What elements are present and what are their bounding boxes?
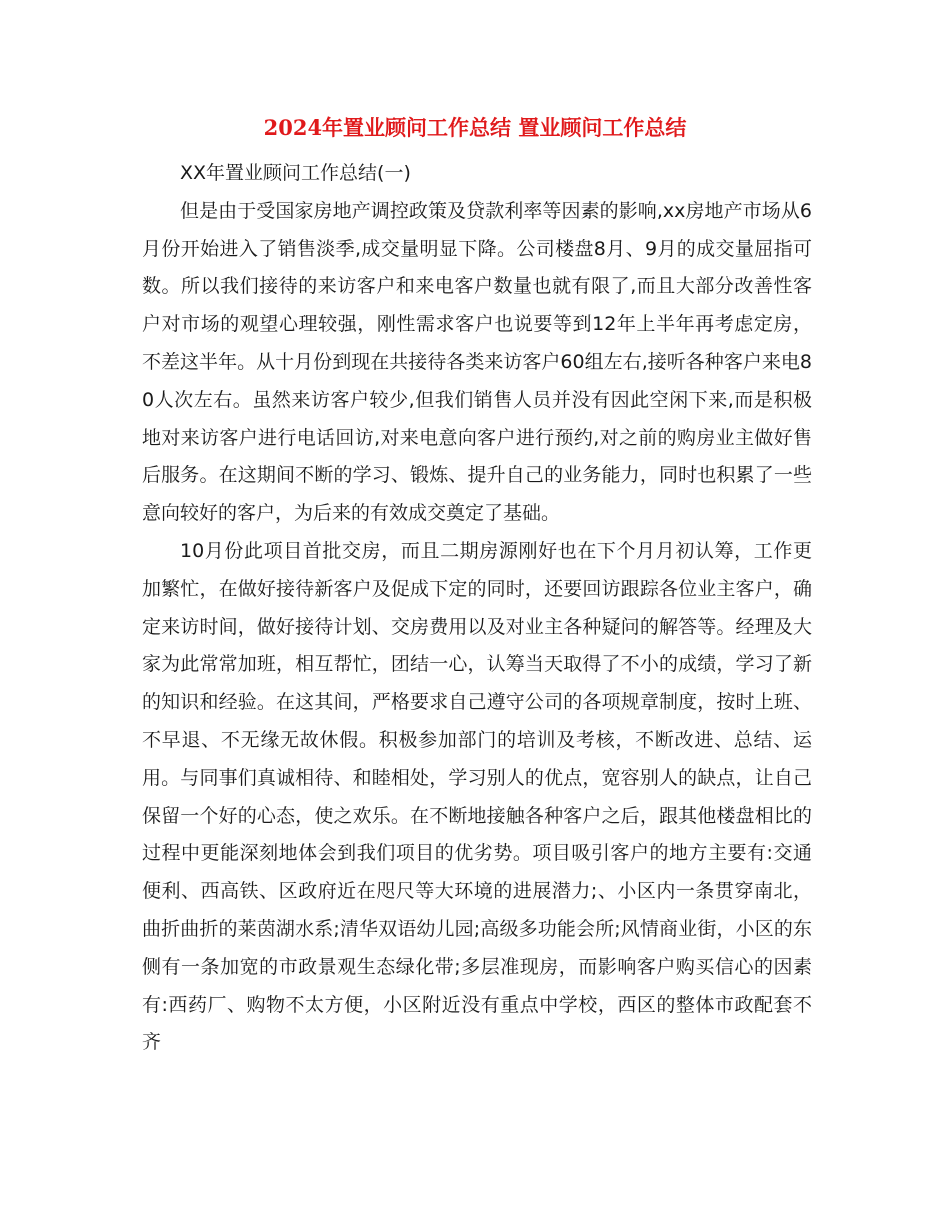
section-heading: XX年置业顾问工作总结(一) [180, 162, 411, 184]
paragraph: 10月份此项目首批交房，而且二期房源刚好也在下个月月初认筹，工作更加繁忙，在做好接待新客户及促成下定的同时，还要回访跟踪各位业主客户，确定来访时间，做好接待计划、交房费用以及对业主各种疑问的解答等。经理及大家为此常常加班，相互帮忙，团结一心，认筹当天取得了不小的成绩，学习了新的知识和经验。在这其间，严格要求自己遵守公司的各项规章制度，按时上班、不早退、不无缘无故休假。积极参加部门的培训及考核，不断改进、总结、运用。与同事们真诚相待、和睦相处，学习别人的优点，宽容别人的缺点，让自己保留一个好的心态，使之欢乐。在不断地接触各种客户之后，跟其他楼盘相比的过程中更能深刻地体会到我们项目的优劣势。项目吸引客户的地方主要有:交通便利、西高铁、区政府近在咫尺等大环境的进展潜力;、小区内一条贯穿南北，曲折曲折的莱茵湖水系;清华双语幼儿园;高级多功能会所;风情商业街，小区的东侧有一条加宽的市政景观生态绿化带;多层准现房，而影响客户购买信心的因素有:西药厂、购物不太方便，小区附近没有重点中学校，西区的整体市政配套不齐 [142, 539, 812, 1054]
document-title: 2024年置业顾问工作总结 置业顾问工作总结 [263, 115, 687, 140]
paragraph: 但是由于受国家房地产调控政策及贷款利率等因素的影响,xx房地产市场从6月份开始进入了销售淡季,成交量明显下降。公司楼盘8月、9月的成交量屈指可数。所以我们接待的来访客户和来电客户数量也就有限了,而且大部分改善性客户对市场的观望心理较强，刚性需求客户也说要等到12年上半年再考虑定房，不差这半年。从十月份到现在共接待各类来访客户60组左右,接听各种客户来电80人次左右。虽然来访客户较少,但我们销售人员并没有因此空闲下来,而是积极地对来访客户进行电话回访,对来电意向客户进行预约,对之前的购房业主做好售后服务。在这期间不断的学习、锻炼、提升自己的业务能力，同时也积累了一些意向较好的客户，为后来的有效成交奠定了基础。 [142, 199, 812, 525]
document-body [142, 155, 812, 1062]
